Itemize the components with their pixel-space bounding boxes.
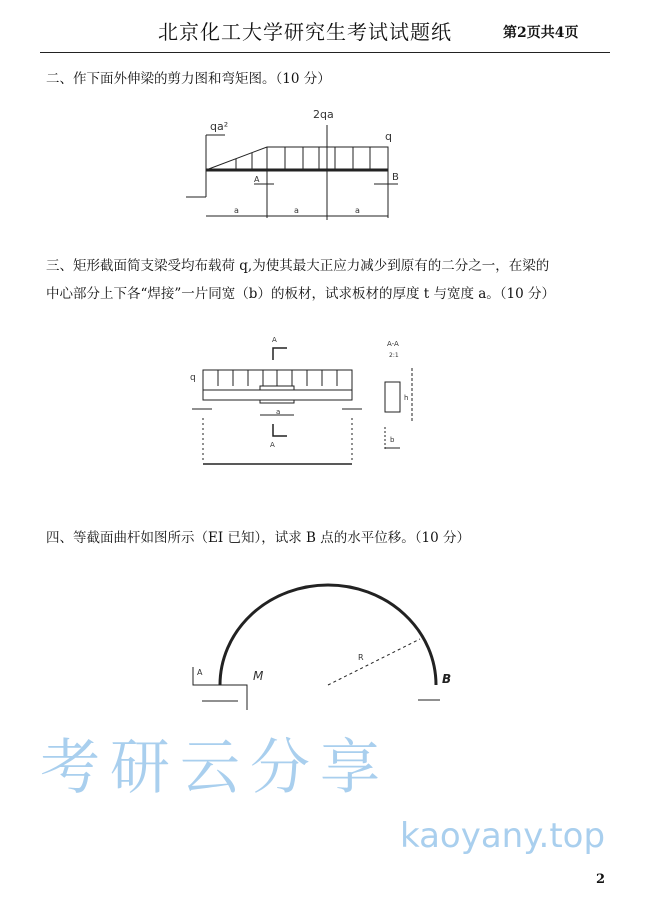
question-2-text: 二、作下面外伸梁的剪力图和弯矩图。（10 分） [46, 71, 331, 87]
label-moment: qa² [210, 120, 229, 133]
label-plate-width: a [276, 408, 281, 416]
label-radius: R [358, 653, 364, 662]
exam-title: 北京化工大学研究生考试试题纸 [158, 20, 452, 44]
header-divider [40, 52, 610, 53]
label-load: q [385, 130, 392, 143]
label-width: b [390, 436, 395, 444]
page-info: 第2页共4页 [503, 25, 579, 41]
label-span-2: a [294, 206, 299, 215]
watermark-url: kaoyany.top [400, 816, 606, 856]
label-section-bottom: A [270, 441, 275, 449]
label-section-scale: 2:1 [389, 352, 399, 359]
question-4-curved-bar-diagram [180, 570, 460, 720]
watermark-chinese: 考研云分享 [40, 733, 390, 803]
label-point-b: B [442, 672, 452, 686]
label-moment: M [253, 669, 264, 683]
question-3-text-line1: 三、矩形截面简支梁受均布载荷 q,为使其最大正应力减少到原有的二分之一，在梁的 [46, 258, 550, 274]
label-section-top: A [272, 336, 277, 344]
label-support-a: A [254, 175, 260, 184]
label-section-title: A-A [387, 340, 399, 348]
label-point-a: A [197, 668, 203, 677]
label-force: 2qa [313, 108, 334, 121]
label-load: q [190, 373, 196, 383]
label-height: h [404, 394, 409, 402]
question-3-beam-diagram [180, 330, 430, 470]
question-2-beam-diagram [170, 100, 410, 225]
label-support-b: B [392, 172, 399, 183]
question-3-text-line2: 中心部分上下各“焊接”一片同宽（b）的板材，试求板材的厚度 t 与宽度 a。（10 分） [46, 286, 556, 302]
label-span-3: a [355, 206, 360, 215]
label-span-1: a [234, 206, 239, 215]
question-4-text: 四、等截面曲杆如图所示（EI 已知），试求 B 点的水平位移。（10 分） [46, 530, 470, 546]
page-number: 2 [596, 872, 606, 887]
